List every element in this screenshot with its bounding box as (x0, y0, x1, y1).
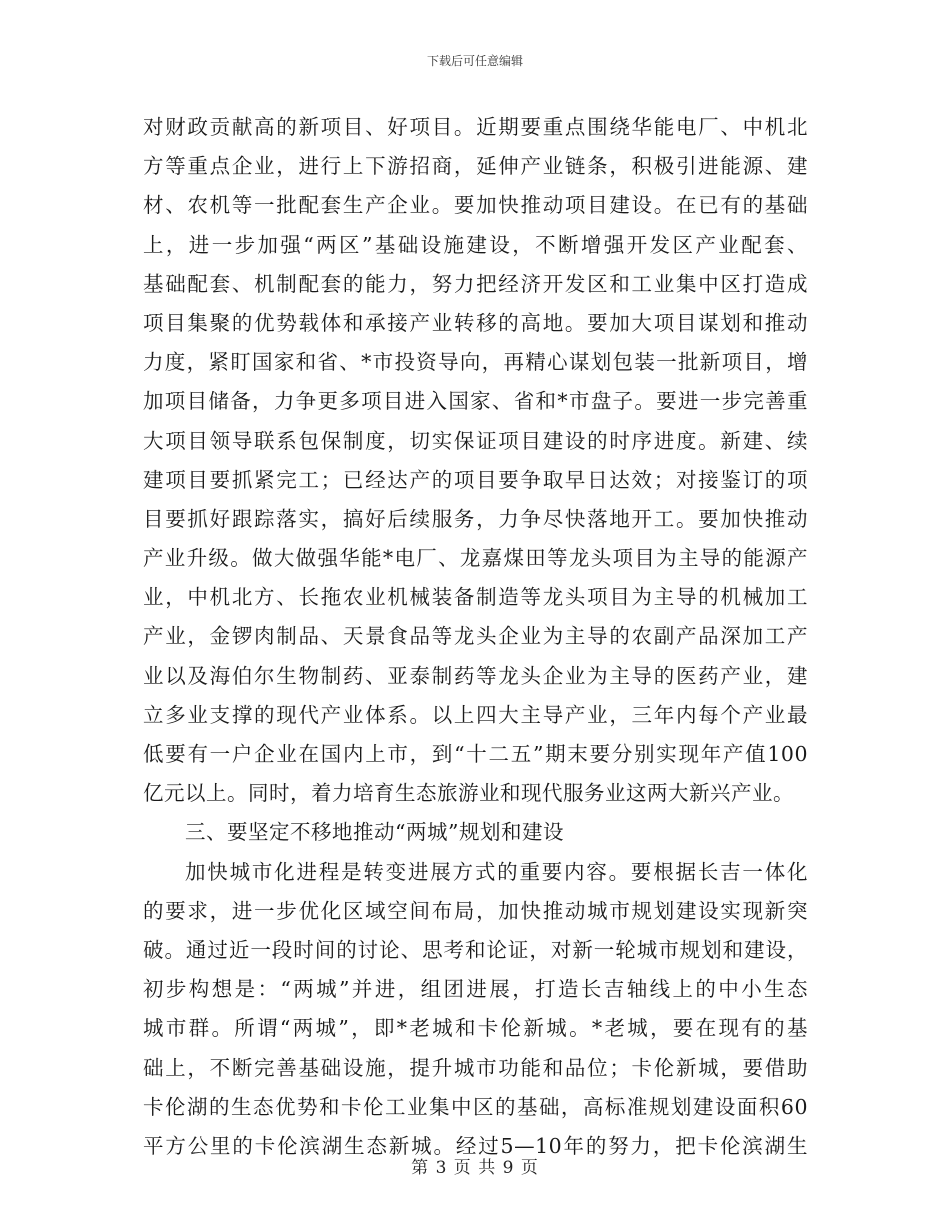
text-line: 立多业支撑的现代产业体系。以上四大主导产业，三年内每个产业最 (143, 702, 808, 727)
text-line: 建项目要抓紧完工；已经达产的项目要争取早日达效；对接鉴订的项 (143, 467, 808, 492)
text-line: 业以及海伯尔生物制药、亚泰制药等龙头企业为主导的医药产业，建 (143, 663, 808, 688)
text-line: 大项目领导联系包保制度，切实保证项目建设的时序进度。新建、续 (143, 428, 808, 453)
document-body (143, 108, 808, 1166)
text-line: 产业升级。做大做强华能*电厂、龙嘉煤田等龙头项目为主导的能源产 (143, 546, 808, 571)
text-line: 产业，金锣肉制品、天景食品等龙头企业为主导的农副产品深加工产 (143, 624, 808, 649)
text-line: 的要求，进一步优化区域空间布局，加快推动城市规划建设实现新突 (143, 898, 808, 923)
text-line: 加项目储备，力争更多项目进入国家、省和*市盘子。要进一步完善重 (143, 389, 808, 414)
text-line: 城市群。所谓“两城”，即*老城和卡伦新城。*老城，要在现有的基 (143, 1016, 808, 1041)
text-line: 亿元以上。同时，着力培育生态旅游业和现代服务业这两大新兴产业。 (143, 781, 794, 806)
text-line: 加快城市化进程是转变进展方式的重要内容。要根据长吉一体化 (185, 859, 808, 884)
text-line: 破。通过近一段时间的讨论、思考和论证，对新一轮城市规划和建设， (143, 937, 808, 962)
text-line: 础上，不断完善基础设施，提升城市功能和品位；卡伦新城，要借助 (143, 1055, 808, 1080)
text-line: 基础配套、机制配套的能力，努力把经济开发区和工业集中区打造成 (143, 271, 808, 296)
text-line: 目要抓好跟踪落实，搞好后续服务，力争尽快落地开工。要加快推动 (143, 506, 808, 531)
text-line: 初步构想是：“两城”并进，组团进展，打造长吉轴线上的中小生态 (143, 977, 808, 1002)
text-line: 业，中机北方、长拖农业机械装备制造等龙头项目为主导的机械加工 (143, 585, 808, 610)
page-header-note: 下载后可任意编辑 (426, 54, 523, 68)
text-line: 低要有一户企业在国内上市，到“十二五”期末要分别实现年产值100 (143, 742, 808, 766)
text-line: 材、农机等一批配套生产企业。要加快推动项目建设。在已有的基础 (143, 193, 808, 218)
text-line: 对财政贡献高的新项目、好项目。近期要重点围绕华能电厂、中机北 (143, 115, 808, 139)
text-line: 平方公里的卡伦滨湖生态新城。经过5—10年的努力，把卡伦滨湖生 (143, 1133, 808, 1158)
text-line: 卡伦湖的生态优势和卡伦工业集中区的基础，高标准规划建设面积60 (143, 1094, 808, 1119)
text-line: 方等重点企业，进行上下游招商，延伸产业链条，积极引进能源、建 (143, 154, 808, 179)
section-heading: 三、要坚定不移地推动“两城”规划和建设 (185, 820, 564, 845)
text-line: 力度，紧盯国家和省、*市投资导向，再精心谋划包装一批新项目，增 (143, 350, 808, 375)
text-line: 项目集聚的优势载体和承接产业转移的高地。要加大项目谋划和推动 (143, 310, 808, 335)
text-line: 上，进一步加强“两区”基础设施建设，不断增强开发区产业配套、 (143, 232, 808, 257)
page-number-footer: 第 3 页 共 9 页 (411, 1158, 539, 1178)
